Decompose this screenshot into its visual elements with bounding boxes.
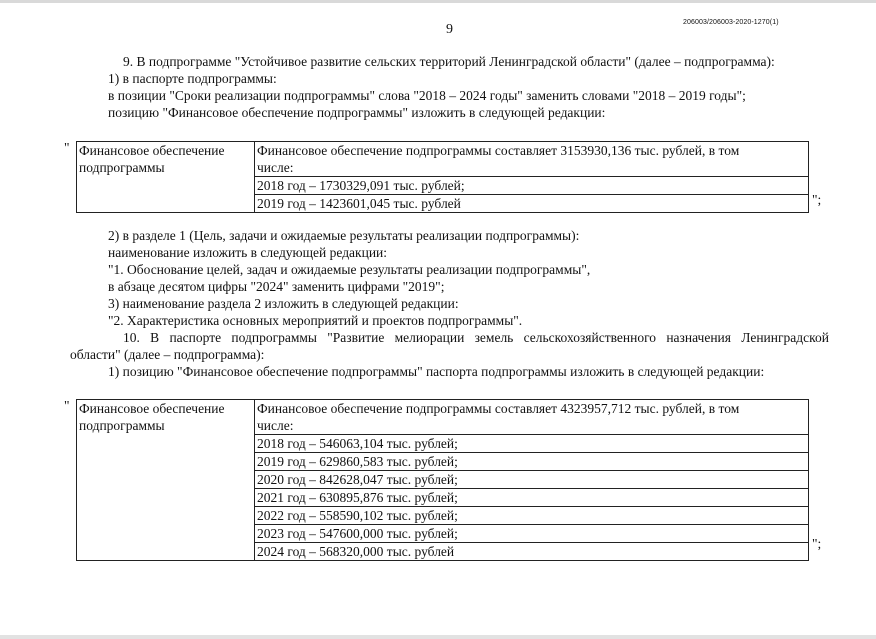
table1-head-line2: числе: [255,159,808,177]
section2-line: 3) наименование раздела 2 изложить в следующей редакции: [108,296,459,311]
table2-row: 2023 год – 547600,000 тыс. рублей; [255,525,808,543]
item-9-sub-1: 1) в паспорте подпрограммы: [108,71,277,86]
financing-change-line: позицию "Финансовое обеспечение подпрограммы" изложить в следующей редакции: [108,105,606,120]
table2-row: 2019 год – 629860,583 тыс. рублей; [255,453,808,471]
table2-row: 2018 год – 546063,104 тыс. рублей; [255,435,808,453]
table1-close-quote: "; [812,192,822,207]
table1-label-cell [77,142,255,213]
table2-row: 2020 год – 842628,047 тыс. рублей; [255,471,808,489]
table1-value-cell [255,142,809,213]
section2-line: "2. Характеристика основных мероприятий и проектов подпрограммы". [108,313,523,328]
item-9-text: 9. В подпрограмме "Устойчивое развитие сельских территорий Ленинградской области" (далее – подпрограмма): [123,54,775,69]
table2-value-cell [255,400,809,561]
financing-table-1 [76,141,809,213]
table1-label-line1: Финансовое обеспечение [79,143,225,158]
table1-head-line1: Финансовое обеспечение подпрограммы составляет 3153930,136 тыс. рублей, в том [257,143,740,158]
table2-open-quote: " [64,398,70,413]
item-10-line1: 10. В паспорте подпрограммы "Развитие мелиорации земель сельскохозяйственного назначения Ленинградской [123,330,829,345]
table2-head-line2: числе: [255,417,808,435]
table2-label-line2: подпрограммы [79,418,165,433]
table1-label-line2: подпрограммы [79,160,165,175]
section2-line: в абзаце десятом цифры "2024" заменить цифрами "2019"; [108,279,445,294]
section2-line: наименование изложить в следующей редакции: [108,245,388,260]
document-id: 206003/206003-2020-1270(1) [683,19,779,26]
terms-change-line: в позиции "Сроки реализации подпрограммы" слова "2018 – 2024 годы" заменить словами "2018 – 2019 годы"; [108,88,746,103]
item-10-sub-1: 1) позицию "Финансовое обеспечение подпрограммы" паспорта подпрограммы изложить в следующей редакции: [108,364,765,379]
page-number: 9 [446,22,453,37]
table2-row: 2022 год – 558590,102 тыс. рублей; [255,507,808,525]
table1-row: 2018 год – 1730329,091 тыс. рублей; [255,177,808,195]
table2-head-line1: Финансовое обеспечение подпрограммы составляет 4323957,712 тыс. рублей, в том [257,401,740,416]
scan-bottom-edge [0,635,876,639]
table2-row: 2021 год – 630895,876 тыс. рублей; [255,489,808,507]
section2-line: "1. Обоснование целей, задач и ожидаемые результаты реализации подпрограммы", [108,262,591,277]
table2-label-cell [77,400,255,561]
table1-row: 2019 год – 1423601,045 тыс. рублей [257,196,461,211]
section2-line: 2) в разделе 1 (Цель, задачи и ожидаемые результаты реализации подпрограммы): [108,228,580,243]
financing-table-2 [76,399,809,561]
table2-close-quote: "; [812,536,822,551]
item-10-line2: области" (далее – подпрограмма): [70,347,265,362]
scan-top-edge [0,0,876,3]
table2-row: 2024 год – 568320,000 тыс. рублей [257,544,455,559]
table2-label-line1: Финансовое обеспечение [79,401,225,416]
table1-open-quote: " [64,140,70,155]
